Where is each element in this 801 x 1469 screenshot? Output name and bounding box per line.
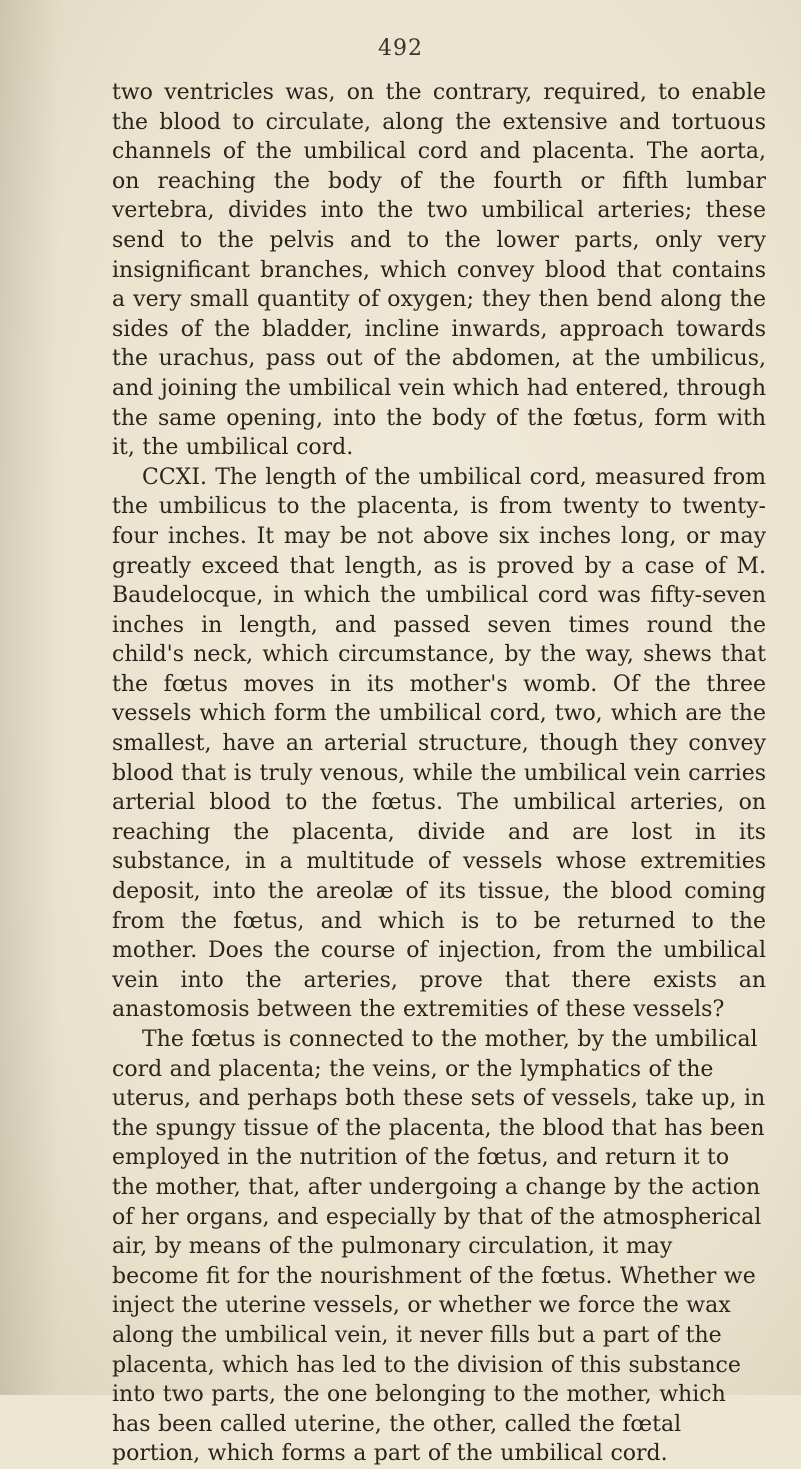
paragraph-continuation: two ventricles was, on the contrary, required, to enable the blood to circulate, along the extensive and tortuous channels of the umbilical cord and placenta. The aorta, on reaching the body of the fourth or fifth lumbar vertebra, divides into the two umbilical arteries; these send to the pelvis and to the lower parts, only very insignificant branches, which convey blood that contains a very small quantity of oxygen; they then bend along the sides of the bladder, incline inwards, approach towards the urachus, pass out of the abdomen, at the umbilicus, and joining the umbilical vein which had entered, through the same opening, into the body of the fœtus, form with it, the umbilical cord. <box>112 80 766 461</box>
page-number: 492 <box>378 36 423 61</box>
paragraph-ccxi: CCXI. The length of the umbilical cord, measured from the umbilicus to the placenta, is from twenty to twenty-four inches. It may be not above six inches long, or may greatly exceed that length, as is proved by a case of M. Baudelocque, in which the umbilical cord was fifty-seven inches in length, and passed seven times round the child's neck, which circumstance, by the way, shews that the fœtus moves in its mother's womb. Of the three vessels which form the umbilical cord, two, which are the smallest, have an arterial structure, though they convey blood that is truly venous, while the umbilical vein carries arterial blood to the fœtus. The umbilical arteries, on reaching the placenta, divide and are lost in its substance, in a multitude of vessels whose extremities deposit, into the areolæ of its tissue, the blood coming from the fœtus, and which is to be returned to the mother. Does the course of injection, from the umbilical vein into the arteries, prove that there exists an anastomosis between the extremities of these vessels? <box>112 464 767 1023</box>
paragraph-foetus-connection: The fœtus is connected to the mother, by the umbilical cord and placenta; the veins, or the lymphatics of the uterus, and perhaps both these sets of vessels, take up, in the spungy tissue of the placenta, the blood that has been employed in the nutrition of the fœtus, and return it to the mother, that, after undergoing a change by the action of her organs, and especially by that of the atmospherical air, by means of the pulmonary circulation, it may become fit for the nourishment of the fœtus. Whether we inject the uterine vessels, or whether we force the wax along the umbilical vein, it never fills but a part of the placenta, which has led to the division of this substance into two parts, the one belonging to the mother, which has been called uterine, the other, called the fœtal portion, which forms a part of the umbilical cord. <box>112 1027 766 1467</box>
body-text <box>112 78 766 1469</box>
binding-shadow <box>0 0 60 1395</box>
